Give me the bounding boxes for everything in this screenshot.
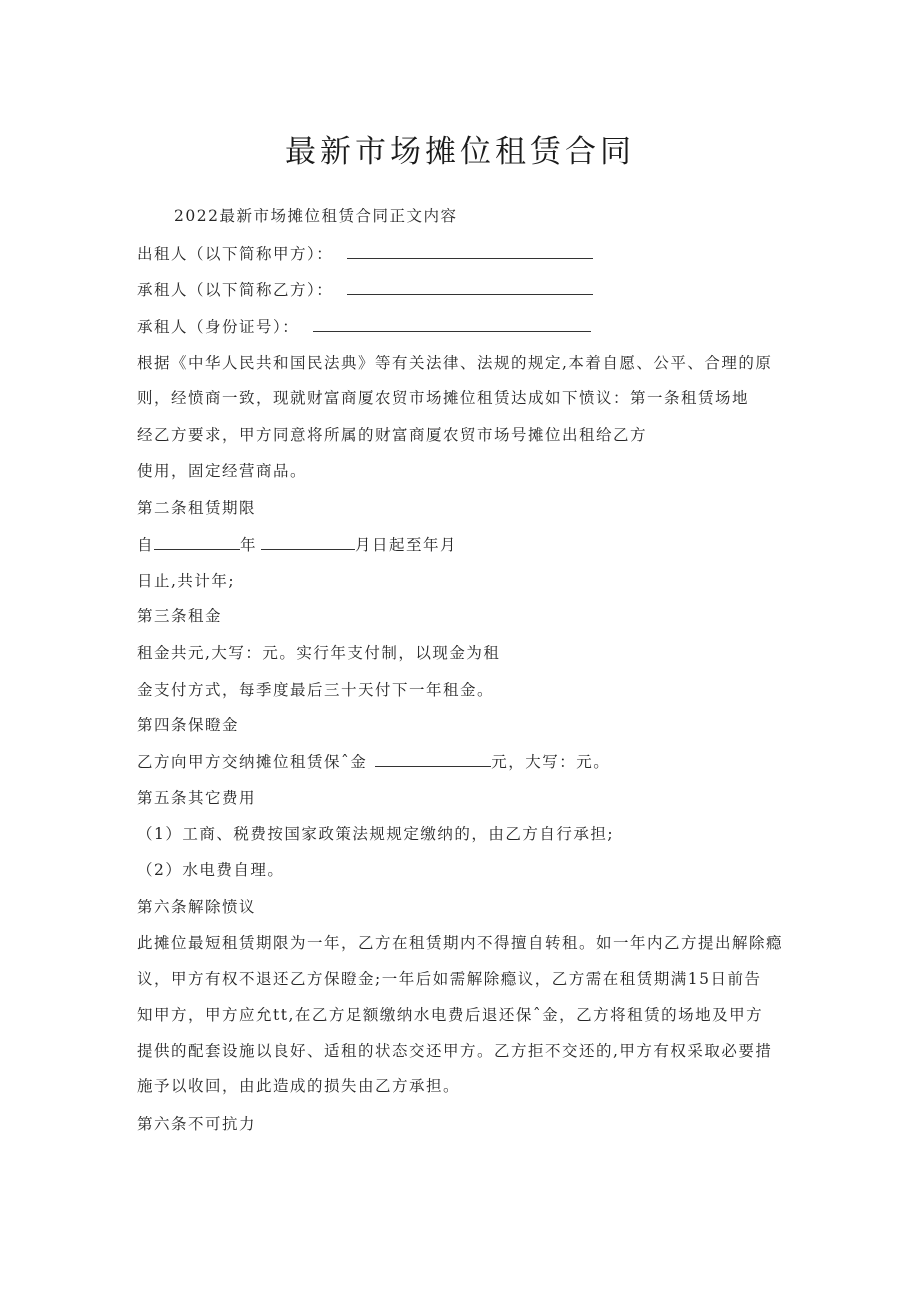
deposit-blank <box>375 752 491 767</box>
article2-month-blank <box>261 535 355 550</box>
article6-line-4: 提供的配套设施以良好、适租的状态交还甲方。乙方拒不交还的,甲方有权采取必要措 <box>137 1042 773 1060</box>
article1-line-2: 使用，固定经营商品。 <box>137 462 308 480</box>
article2-year: 年 <box>240 536 258 554</box>
article5-item-1: （1）工商、税费按国家政策法规规定缴纳的，由乙方自行承担; <box>137 825 615 843</box>
article3-title: 第三条租金 <box>137 607 223 625</box>
article5-title: 第五条其它费用 <box>137 789 257 807</box>
preamble-line-1: 根据《中华人民共和国民法典》等有关法律、法规的规定,本着自愿、公平、合理的原 <box>137 354 773 372</box>
lessee-line <box>137 279 593 301</box>
article7-title: 第六条不可抗力 <box>137 1115 257 1133</box>
lessee-id-line <box>137 316 591 338</box>
document-subtitle: 2022最新市场摊位租赁合同正文内容 <box>174 207 458 225</box>
lessee-blank <box>347 280 593 295</box>
article1-line-1: 经乙方要求，甲方同意将所属的财富商厦农贸市场号摊位出租给乙方 <box>137 426 648 444</box>
lessor-line <box>137 243 593 265</box>
article4-pre: 乙方向甲方交纳摊位租赁保ˆ金 <box>137 753 368 771</box>
article4-title: 第四条保瞪金 <box>137 716 240 734</box>
article4-post: 元，大写：元。 <box>491 753 611 771</box>
article4-line-1 <box>137 751 610 773</box>
article6-line-5: 施予以收回，由此造成的损失由乙方承担。 <box>137 1077 461 1095</box>
article6-line-2: 议，甲方有权不退还乙方保瞪金;一年后如需解除瘾议，乙方需在租赁期满15日前告 <box>137 970 762 988</box>
article2-from: 自 <box>137 536 155 554</box>
article6-line-1: 此摊位最短租赁期限为一年，乙方在租赁期内不得擅自转租。如一年内乙方提出解除瘾 <box>137 934 784 952</box>
article5-item-2: （2）水电费自理。 <box>137 861 285 879</box>
lessor-blank <box>347 244 593 259</box>
article2-line-1 <box>137 534 457 556</box>
article2-title: 第二条租赁期限 <box>137 499 257 517</box>
lessee-id-blank <box>313 317 591 332</box>
lessor-label: 出租人（以下简称甲方）： <box>137 245 334 263</box>
article6-line-3: 知甲方，甲方应允tt,在乙方足额缴纳水电费后退还保ˆ金，乙方将租赁的场地及甲方 <box>137 1006 764 1024</box>
article2-year-blank <box>154 535 240 550</box>
document-title: 最新市场摊位租赁合同 <box>285 134 635 170</box>
article2-line-2: 日止,共计年; <box>137 572 236 590</box>
article2-rest: 月日起至年月 <box>355 536 458 554</box>
article3-line-1: 租金共元,大写：元。实行年支付制，以现金为租 <box>137 644 501 662</box>
article3-line-2: 金支付方式，每季度最后三十天付下一年租金。 <box>137 681 495 699</box>
article6-title: 第六条解除愤议 <box>137 898 257 916</box>
lessee-id-label: 承租人（身份证号）： <box>137 318 300 336</box>
lessee-label: 承租人（以下简称乙方）： <box>137 281 334 299</box>
preamble-line-2: 则，经愤商一致，现就财富商厦农贸市场摊位租赁达成如下愤议：第一条租赁场地 <box>137 389 750 407</box>
